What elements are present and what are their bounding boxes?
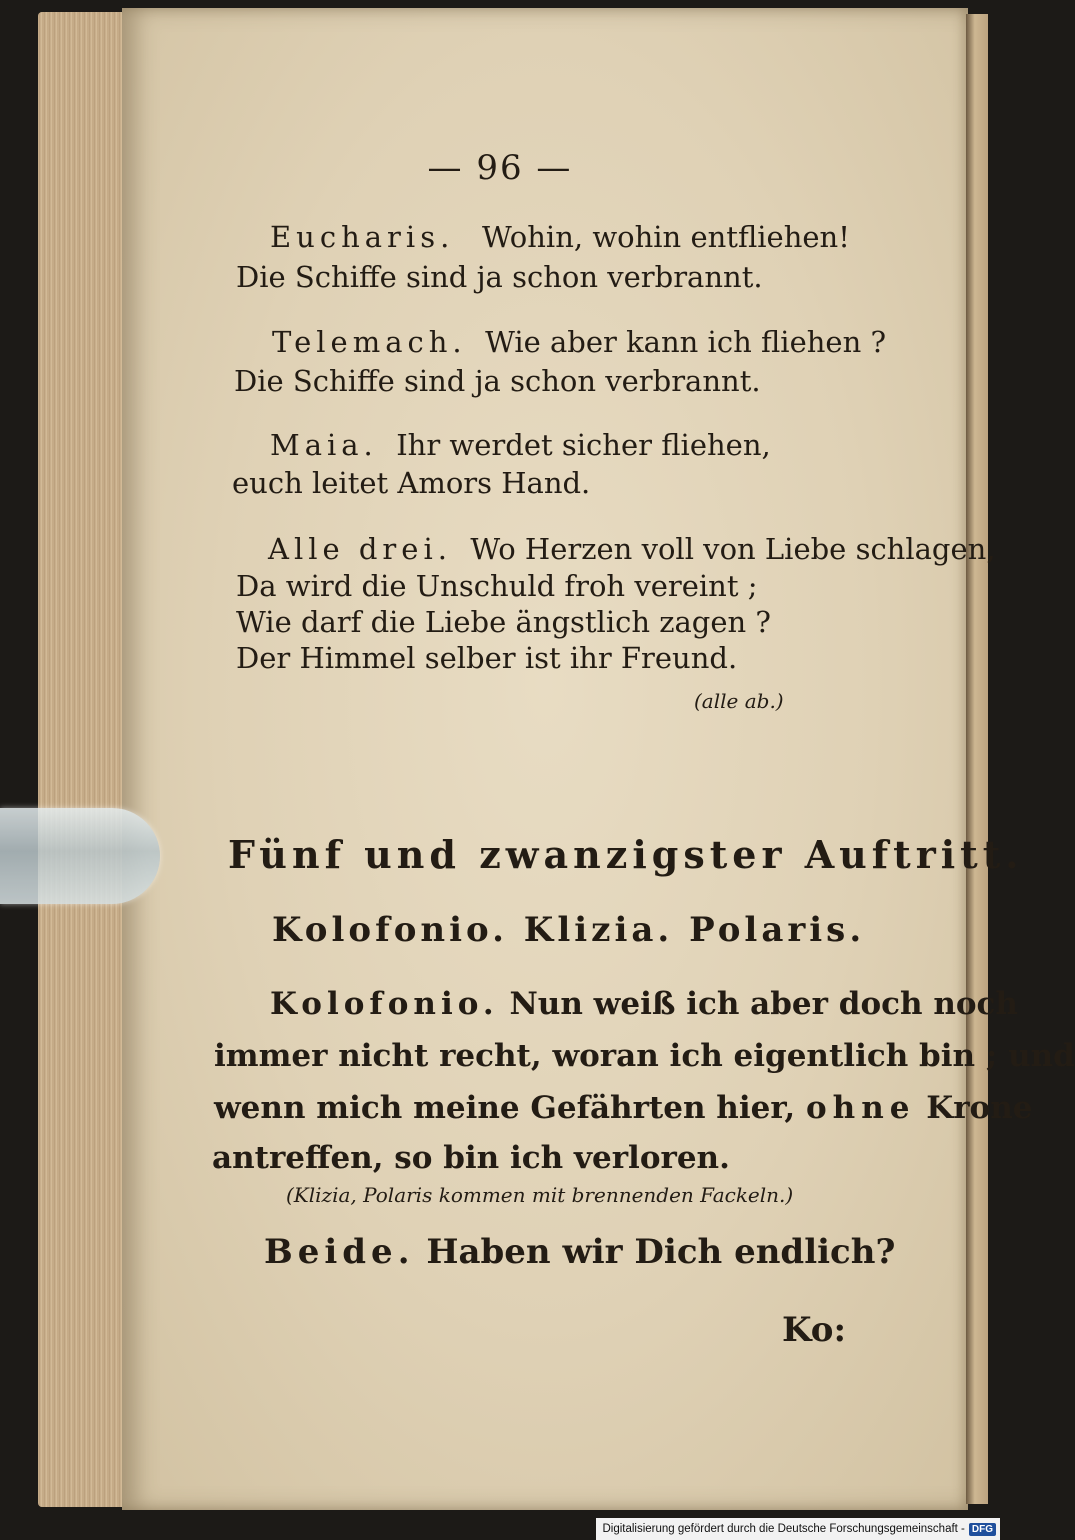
speaker-name: Eucharis. xyxy=(270,220,455,254)
emphasized-word: ohne xyxy=(806,1090,916,1126)
dialogue-line xyxy=(270,986,1018,1022)
footer-text: Digitalisierung gefördert durch die Deutsche Forschungsgemeinschaft - xyxy=(602,1523,965,1535)
dialogue-line xyxy=(270,220,850,254)
dialogue-text: Nun weiß ich aber doch noch xyxy=(509,986,1018,1022)
prose-text: Krone xyxy=(926,1090,1033,1126)
dialogue-text: Wohin, wohin entfliehen! xyxy=(481,220,850,254)
verse-line: Wie darf die Liebe ängstlich zagen ? xyxy=(236,605,771,639)
dialogue-text: Wo Herzen voll von Liebe schlagen, xyxy=(470,532,996,566)
dialogue-text: Ihr werdet sicher fliehen, xyxy=(396,428,771,462)
dialogue-line xyxy=(270,428,771,462)
verse-line: Der Himmel selber ist ihr Freund. xyxy=(236,641,738,675)
stage-direction-enter: (Klizia, Polaris kommen mit brennenden Fackeln.) xyxy=(286,1183,794,1207)
dialogue-line xyxy=(268,532,996,566)
dialogue-text: Haben wir Dich endlich? xyxy=(426,1232,896,1272)
dialogue-line: Die Schiffe sind ja schon verbrannt. xyxy=(236,260,763,294)
digitization-footer xyxy=(596,1518,1000,1540)
catchword: Ko: xyxy=(782,1310,847,1350)
scene-heading: Fünf und zwanzigster Auftritt. xyxy=(228,832,1024,877)
dialogue-line xyxy=(264,1232,895,1272)
stage-direction-exit: (alle ab.) xyxy=(694,689,784,713)
speaker-name: Kolofonio. xyxy=(270,986,499,1022)
speaker-name: Maia. xyxy=(270,428,378,462)
dfg-logo-icon: DFG xyxy=(969,1523,996,1536)
speaker-name: Telemach. xyxy=(272,325,467,359)
prose-line: immer nicht recht, woran ich eigentlich bin ; und xyxy=(214,1038,1075,1074)
cast-list: Kolofonio. Klizia. Polaris. xyxy=(272,910,866,950)
facing-page-edge xyxy=(966,14,988,1504)
page-stack-edge xyxy=(38,12,130,1507)
prose-line xyxy=(214,1090,1033,1126)
dialogue-line: euch leitet Amors Hand. xyxy=(232,466,591,500)
prose-text: wenn mich meine Gefährten hier, xyxy=(214,1090,796,1126)
dialogue-line xyxy=(272,325,886,359)
dialogue-text: Wie aber kann ich fliehen ? xyxy=(485,325,887,359)
prose-line: antreffen, so bin ich verloren. xyxy=(212,1140,730,1176)
dialogue-line: Die Schiffe sind ja schon verbrannt. xyxy=(234,364,761,398)
page-number: — 96 — xyxy=(427,148,573,188)
page-clip xyxy=(0,808,160,904)
speaker-name: Beide. xyxy=(264,1232,415,1272)
verse-line: Da wird die Unschuld froh vereint ; xyxy=(236,569,758,603)
speaker-name: Alle drei. xyxy=(268,532,452,566)
